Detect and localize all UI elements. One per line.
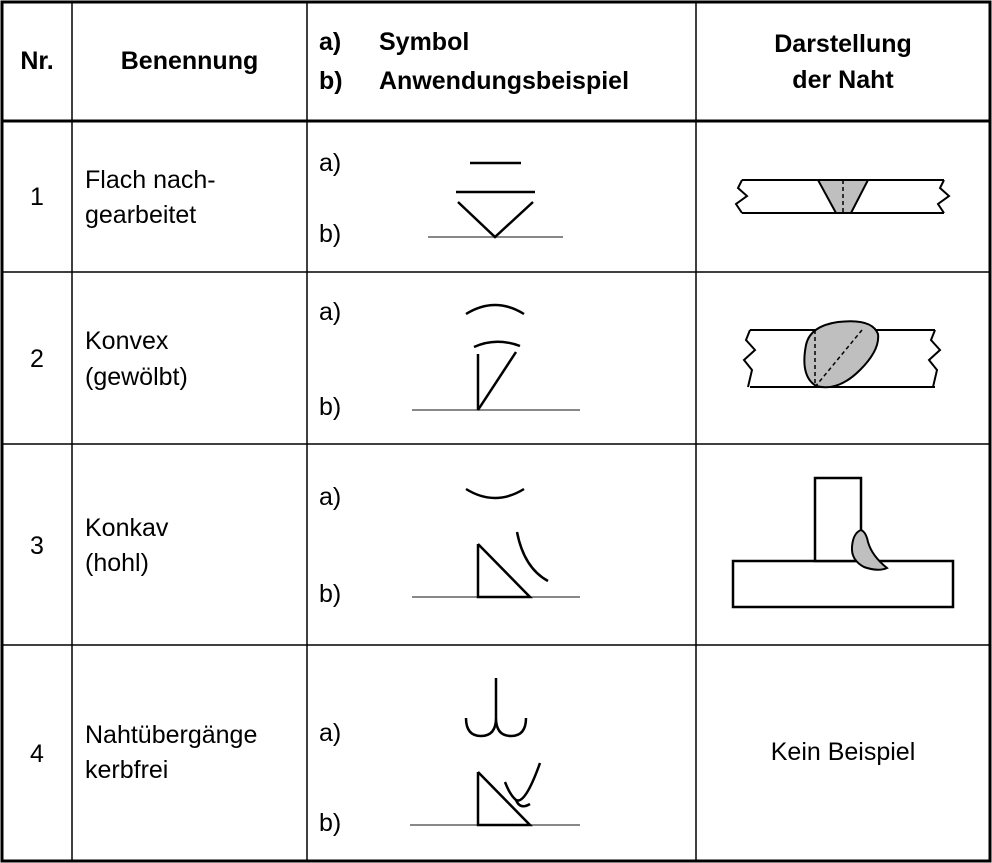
row4-nr: 4 xyxy=(30,740,44,768)
row1-name-line2: gearbeitet xyxy=(85,201,197,229)
row1-a-marker: a) xyxy=(319,149,342,177)
header-symbol-text: Symbol xyxy=(379,28,470,56)
smooth-toe-example xyxy=(410,763,580,825)
convex-weld-illustration xyxy=(744,321,940,387)
header-darstellung-line1: Darstellung xyxy=(774,30,912,58)
smooth-toe-symbol xyxy=(466,678,526,736)
row3-a-marker: a) xyxy=(319,483,342,511)
header-darstellung-line2: der Naht xyxy=(792,66,894,94)
header-benennung: Benennung xyxy=(120,47,259,75)
row2-nr: 2 xyxy=(30,345,44,373)
row2-name-line2: (gewölbt) xyxy=(85,363,188,391)
concave-weld-illustration xyxy=(733,478,953,607)
row3-name-line1: Konkav xyxy=(85,514,169,542)
row3-name-line2: (hohl) xyxy=(85,549,149,577)
row2-a-marker: a) xyxy=(319,298,342,326)
row2-name-line1: Konvex xyxy=(85,327,169,355)
concave-example xyxy=(412,532,580,597)
concave-symbol xyxy=(466,489,524,498)
flat-weld-illustration xyxy=(736,180,949,213)
row4-a-marker: a) xyxy=(319,719,342,747)
row4-name-line1: Nahtübergänge xyxy=(85,721,258,749)
row1-name-line1: Flach nach- xyxy=(85,166,216,194)
row1-b-marker: b) xyxy=(319,220,342,248)
header-nr: Nr. xyxy=(20,47,54,75)
row2-b-marker: b) xyxy=(319,393,342,421)
row4-darstellung-text: Kein Beispiel xyxy=(770,738,916,766)
row4-name-line2: kerbfrei xyxy=(85,756,169,784)
flat-finish-symbol xyxy=(456,163,535,192)
row1-nr: 1 xyxy=(30,183,44,211)
convex-symbol xyxy=(466,305,524,314)
header-symbol-b-marker: b) xyxy=(319,67,343,95)
row3-b-marker: b) xyxy=(319,580,342,608)
convex-example xyxy=(412,342,580,410)
header-symbol-a-marker: a) xyxy=(319,28,342,56)
row3-nr: 3 xyxy=(30,532,44,560)
header-anwendungsbeispiel-text: Anwendungsbeispiel xyxy=(379,67,630,95)
row4-b-marker: b) xyxy=(319,809,342,837)
flat-finish-example xyxy=(428,202,563,237)
